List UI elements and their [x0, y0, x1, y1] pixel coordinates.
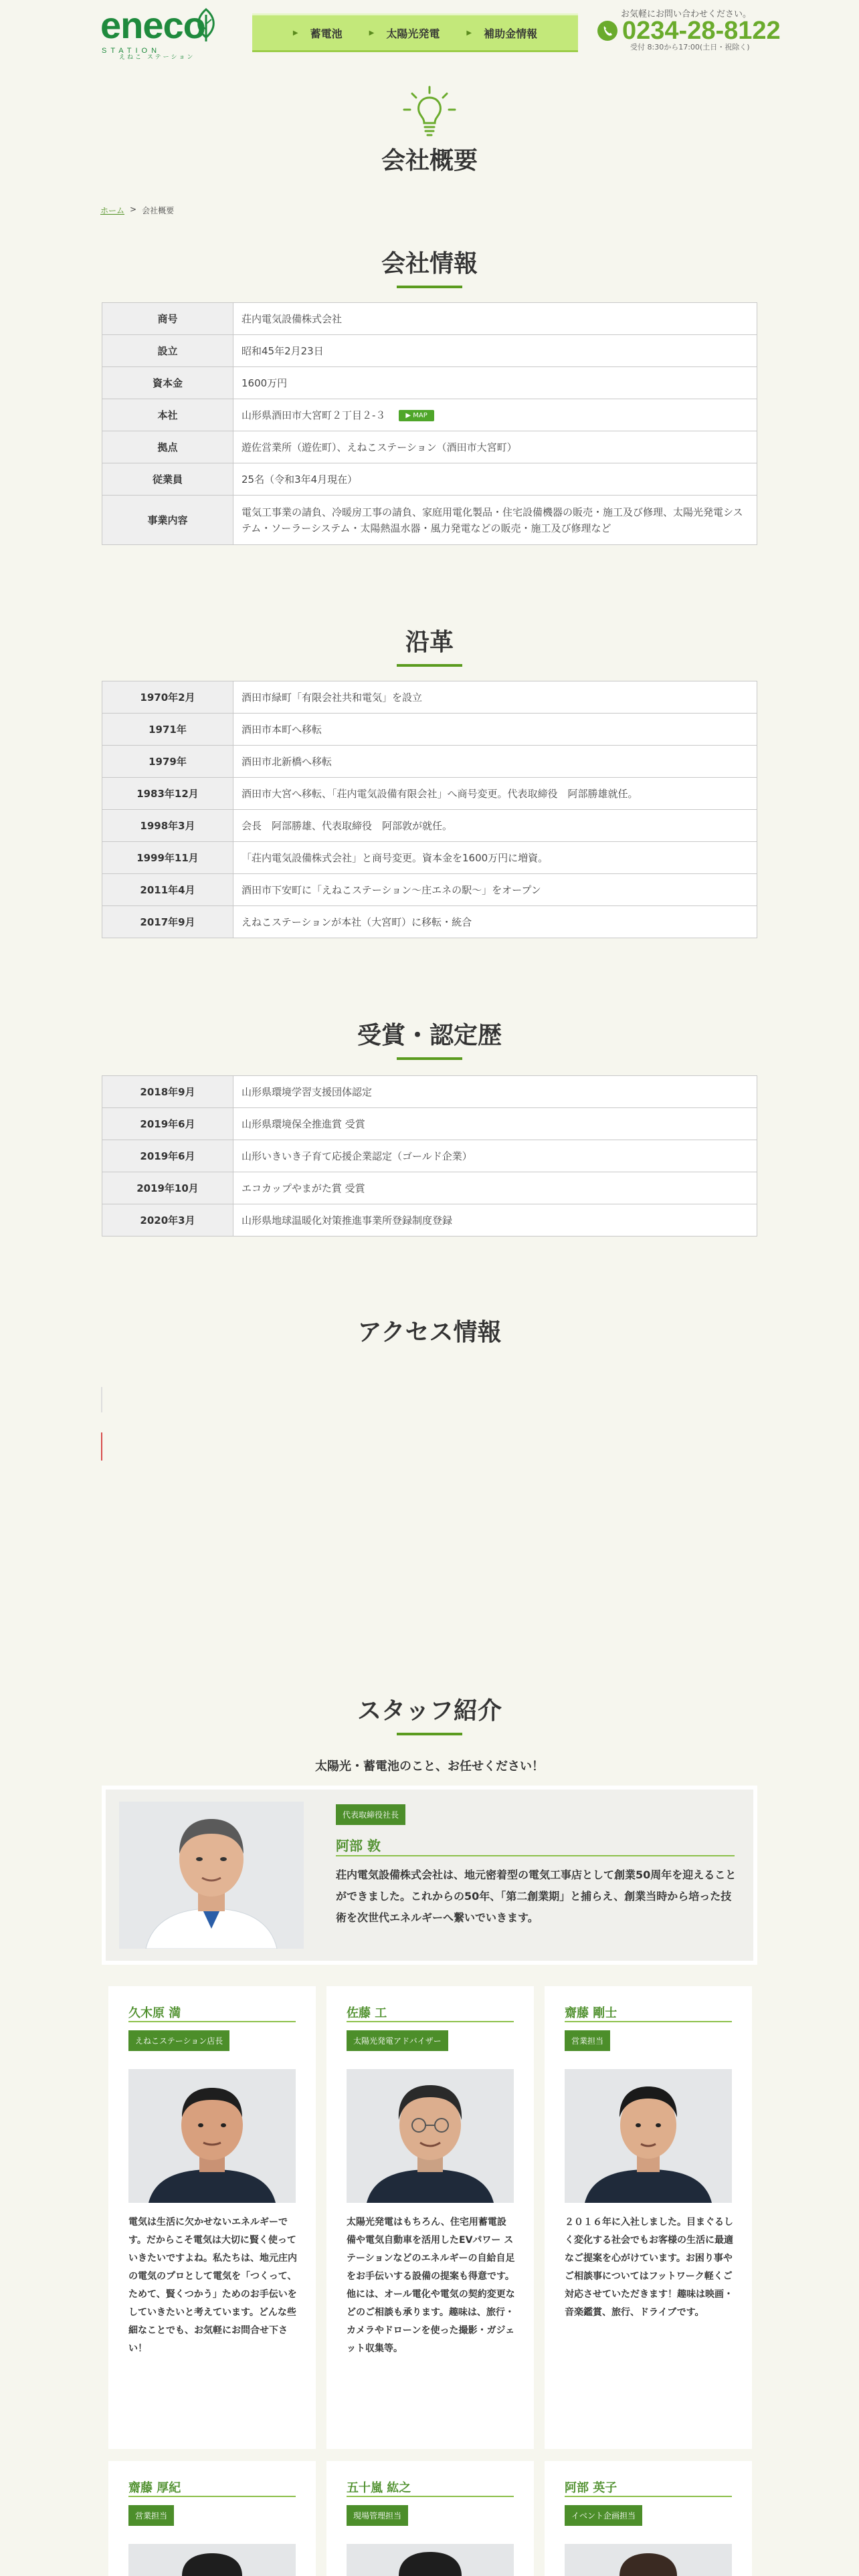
row-label: 1983年12月	[102, 778, 233, 810]
person-portrait	[347, 2544, 514, 2576]
table-row	[102, 842, 757, 874]
staff-message: 太陽光発電はもちろん、住宅用蓄電設備や電気自動車を活用したEVパワー ステーションなどのエネルギーの自給自足をお手伝いする設備の提案も得意です。他には、オール電化や電気の契約変更などのご相談も承ります。趣味は、旅行・カメラやドローンを使った撮影・ガジェット収集等。	[347, 2217, 515, 2354]
nav-item-solar[interactable]	[369, 25, 440, 41]
name-underline	[565, 2496, 732, 2497]
section-title-text: スタッフ紹介	[357, 1697, 502, 1725]
staff-card	[108, 2461, 316, 2576]
table-row	[102, 399, 757, 431]
chevron-right-icon: ▶	[369, 29, 375, 37]
map-embed-edge	[101, 1387, 102, 1412]
table-row	[102, 1172, 757, 1204]
role-badge: えねこステーション店長	[128, 2030, 229, 2051]
row-value: 酒田市緑町「有限会社共和電気」を設立	[233, 681, 757, 714]
staff-photo	[128, 2544, 296, 2576]
table-row	[102, 431, 757, 463]
table-row	[102, 906, 757, 938]
table-row	[102, 463, 757, 496]
title-underline	[397, 1733, 462, 1735]
row-value: 25名（令和3年4月現在）	[233, 463, 757, 496]
phone-icon	[597, 20, 618, 41]
row-label: 設立	[102, 335, 233, 367]
nav-item-label: 太陽光発電	[386, 27, 440, 40]
staff-photo	[128, 2069, 296, 2203]
staff-name: 阿部 敦	[336, 1838, 381, 1854]
row-label: 2018年9月	[102, 1076, 233, 1108]
name-underline	[128, 2496, 296, 2497]
business-hours: 受付 8:30から17:00(土日・祝除く)	[630, 43, 750, 51]
person-portrait	[565, 2544, 732, 2576]
breadcrumb	[100, 205, 174, 216]
row-value: 酒田市下安町に「えねこステーション〜庄エネの駅〜」をオープン	[233, 874, 757, 906]
leaf-icon	[194, 8, 218, 43]
staff-message: 荘内電気設備株式会社は、地元密着型の電気工事店として創業50周年を迎えることができました。これからの50年、「第二創業期」と捕らえ、創業当時から培った技術を次世代エネルギーへ繋いでいきます。	[336, 1868, 737, 1924]
staff-message: ２０１６年に入社しました。目まぐるしく変化する社会でもお客様の生活に最適なご提案を心がけています。お困り事やご相談事についてはフットワーク軽くご対応させていただきます！趣味は映画・音楽鑑賞、旅行、ドライブです。	[565, 2217, 733, 2318]
staff-photo	[565, 2069, 732, 2203]
section-title-text: 会社情報	[381, 250, 478, 278]
row-label: 1998年3月	[102, 810, 233, 842]
row-label: 拠点	[102, 431, 233, 463]
row-label: 事業内容	[102, 496, 233, 545]
staff-name: 阿部 英子	[565, 2481, 617, 2495]
row-label: 2020年3月	[102, 1204, 233, 1237]
row-label: 1999年11月	[102, 842, 233, 874]
staff-photo	[347, 2069, 514, 2203]
staff-card	[545, 1986, 752, 2449]
person-portrait	[119, 1802, 304, 1949]
section-title-text: 沿革	[405, 629, 454, 656]
name-underline	[347, 2496, 514, 2497]
staff-card	[326, 1986, 534, 2449]
nav-item-label: 蓄電池	[310, 27, 343, 40]
row-value: 山形県環境保全推進賞 受賞	[233, 1108, 757, 1140]
map-button[interactable]: ▶ MAP	[399, 410, 434, 421]
row-label: 本社	[102, 399, 233, 431]
row-label: 商号	[102, 303, 233, 335]
row-value: 酒田市本町へ移転	[233, 714, 757, 746]
history-table	[102, 681, 757, 938]
table-row	[102, 681, 757, 714]
name-underline	[565, 2021, 732, 2022]
row-value: 「荘内電気設備株式会社」と商号変更。資本金を1600万円に増資。	[233, 842, 757, 874]
table-row	[102, 746, 757, 778]
staff-message: 電気は生活に欠かせないエネルギーです。だからこそ電気は大切に賢く使っていきたいですよね。私たちは、地元庄内の電気のプロとして電気を「つくって、ためて、賢くつかう」ためのお手伝いをしていきたいと考えています。どんな些細なことでも、お気軽にお問合せ下さい！	[128, 2217, 297, 2354]
person-portrait	[565, 2069, 732, 2203]
staff-card	[326, 2461, 534, 2576]
staff-photo	[347, 2544, 514, 2576]
nav-item-subsidy[interactable]	[466, 25, 537, 41]
section-title-text: アクセス情報	[357, 1319, 502, 1346]
contact-note: お気軽にお問い合わせください。	[621, 9, 752, 19]
row-label: 1971年	[102, 714, 233, 746]
map-button-label: MAP	[413, 412, 427, 419]
row-value: 酒田市大宮へ移転、「荘内電気設備有限会社」へ商号変更。代表取締役 阿部勝雄就任。	[233, 778, 757, 810]
site-header	[0, 0, 859, 64]
site-logo[interactable]	[100, 4, 217, 61]
chevron-right-icon: ▶	[292, 29, 298, 37]
row-value: 山形県酒田市大宮町２丁目２-３	[242, 409, 386, 421]
table-row	[102, 303, 757, 335]
nav-item-label: 補助金情報	[484, 27, 538, 40]
staff-name: 齋藤 剛士	[565, 2006, 617, 2020]
breadcrumb-current: 会社概要	[142, 206, 175, 215]
row-label: 1979年	[102, 746, 233, 778]
logo-wordmark: eneco	[100, 4, 205, 46]
phone-link[interactable]	[597, 17, 781, 44]
name-underline	[128, 2021, 296, 2022]
table-row	[102, 1108, 757, 1140]
role-badge: 現場管理担当	[347, 2505, 408, 2526]
breadcrumb-home-link[interactable]: ホーム	[100, 206, 125, 215]
person-portrait	[347, 2069, 514, 2203]
row-value: 山形県地球温暖化対策推進事業所登録制度登録	[233, 1204, 757, 1237]
logo-kana: えねこ ステーション	[119, 54, 195, 61]
map-embed-marker	[101, 1432, 102, 1461]
staff-photo	[565, 2544, 732, 2576]
row-value: 昭和45年2月23日	[233, 335, 757, 367]
title-underline	[397, 664, 462, 667]
table-row	[102, 496, 757, 545]
role-badge: 代表取締役社長	[336, 1804, 405, 1825]
section-title-company	[0, 245, 859, 288]
row-value: 山形いきいき子育て応援企業認定（ゴールド企業）	[233, 1140, 757, 1172]
table-row	[102, 367, 757, 399]
table-row	[102, 1140, 757, 1172]
section-title-access	[0, 1313, 859, 1348]
row-value: 電気工事業の請負、冷暖房工事の請負、家庭用電化製品・住宅設備機器の販売・施工及び修理、太陽光発電システム・ソーラーシステム・太陽熱温水器・風力発電などの販売・施工及び修理など	[233, 496, 757, 545]
row-value: エコカップやまがた賞 受賞	[233, 1172, 757, 1204]
table-row	[102, 810, 757, 842]
staff-card	[545, 2461, 752, 2576]
title-underline	[397, 286, 462, 288]
row-value: 1600万円	[233, 367, 757, 399]
staff-name: 久木原 満	[128, 2006, 181, 2020]
row-value: 荘内電気設備株式会社	[233, 303, 757, 335]
person-portrait	[128, 2069, 296, 2203]
breadcrumb-separator: >	[130, 205, 137, 214]
title-underline	[397, 1057, 462, 1060]
section-title-awards	[0, 1016, 859, 1060]
representative-card	[102, 1786, 757, 1965]
chevron-right-icon: ▶	[466, 29, 472, 37]
row-value: 遊佐営業所（遊佐町）、えねこステーション（酒田市大宮町）	[233, 431, 757, 463]
role-badge: 営業担当	[565, 2030, 610, 2051]
logo-subtitle: STATION	[102, 47, 161, 55]
row-label: 2019年6月	[102, 1108, 233, 1140]
staff-name: 五十嵐 紘之	[347, 2481, 411, 2495]
table-row	[102, 1076, 757, 1108]
staff-lead-text: 太陽光・蓄電池のこと、お任せください！	[315, 1759, 544, 1774]
staff-name: 齋藤 厚紀	[128, 2481, 181, 2495]
row-value: 山形県環境学習支援団体認定	[233, 1076, 757, 1108]
row-label: 2019年6月	[102, 1140, 233, 1172]
name-underline	[336, 1855, 735, 1856]
awards-table	[102, 1075, 757, 1237]
row-label: 1970年2月	[102, 681, 233, 714]
representative-photo	[119, 1802, 304, 1949]
row-value: えねこステーションが本社（大宮町）に移転・統合	[233, 906, 757, 938]
role-badge: イベント企画担当	[565, 2505, 642, 2526]
row-label: 2017年9月	[102, 906, 233, 938]
table-row	[102, 778, 757, 810]
staff-card	[108, 1986, 316, 2449]
row-label: 資本金	[102, 367, 233, 399]
main-nav	[252, 13, 578, 52]
phone-number: 0234-28-8122	[622, 17, 781, 45]
name-underline	[347, 2021, 514, 2022]
section-title-staff	[0, 1692, 859, 1735]
lightbulb-icon	[399, 86, 460, 138]
table-row	[102, 1204, 757, 1237]
table-row	[102, 874, 757, 906]
row-value-cell	[233, 399, 757, 431]
nav-item-battery[interactable]	[293, 25, 343, 41]
table-row	[102, 335, 757, 367]
section-title-history	[0, 623, 859, 667]
role-badge: 太陽光発電アドバイザー	[347, 2030, 448, 2051]
role-badge: 営業担当	[128, 2505, 174, 2526]
table-row	[102, 714, 757, 746]
row-label: 従業員	[102, 463, 233, 496]
page-title: 会社概要	[381, 147, 478, 175]
row-value: 酒田市北新橋へ移転	[233, 746, 757, 778]
row-label: 2011年4月	[102, 874, 233, 906]
row-value: 会長 阿部勝雄、代表取締役 阿部敦が就任。	[233, 810, 757, 842]
person-portrait	[128, 2544, 296, 2576]
section-title-text: 受賞・認定歴	[357, 1022, 502, 1049]
row-label: 2019年10月	[102, 1172, 233, 1204]
staff-name: 佐藤 工	[347, 2006, 387, 2020]
company-info-table	[102, 302, 757, 545]
